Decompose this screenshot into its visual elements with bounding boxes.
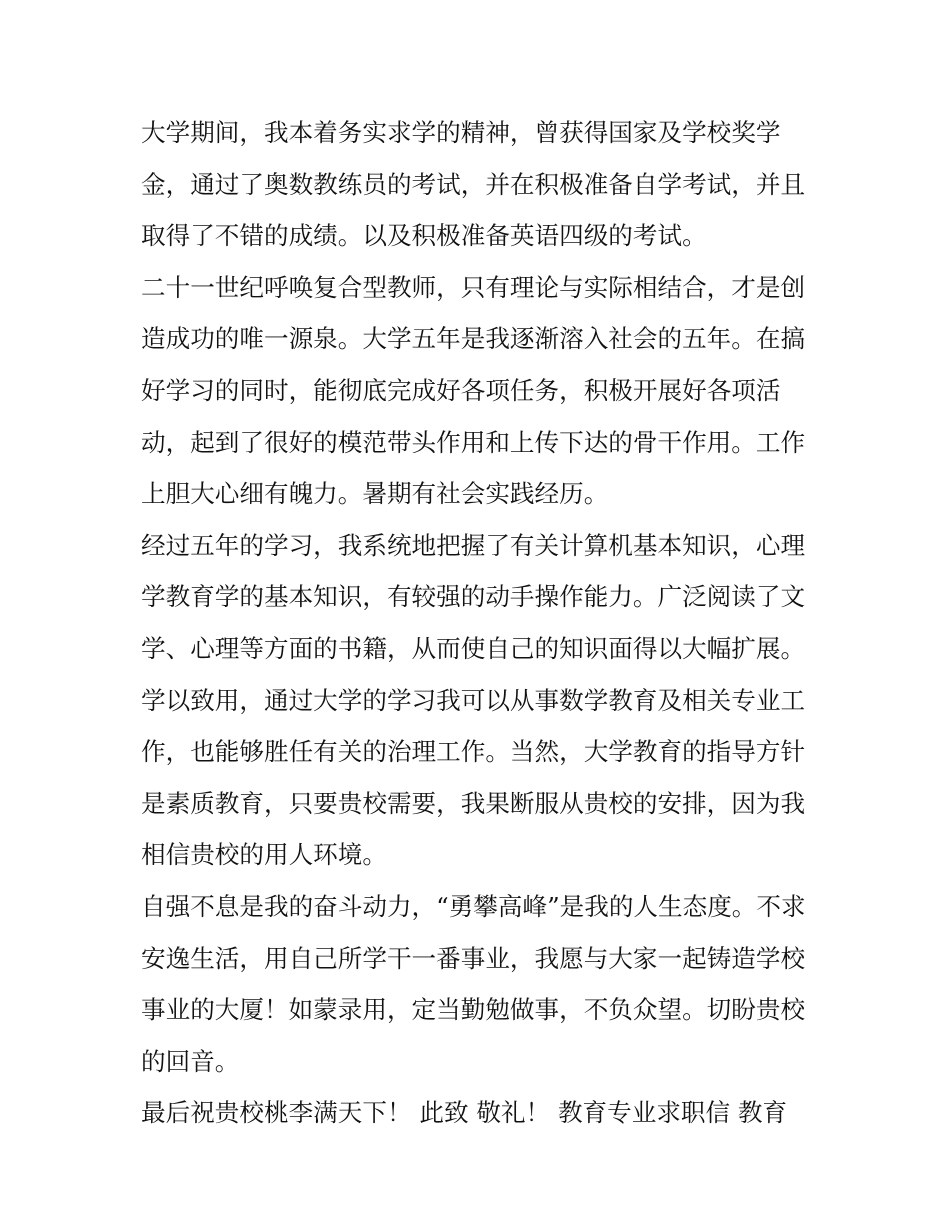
- text-line: 作，也能够胜任有关的治理工作。当然，大学教育的指导方针: [141, 737, 806, 767]
- text-line: 取得了不错的成绩。以及积极准备英语四级的考试。: [141, 221, 707, 251]
- text-line: 学以致用，通过大学的学习我可以从事数学教育及相关专业工: [141, 685, 806, 715]
- text-line: 学教育学的基本知识，有较强的动手操作能力。广泛阅读了文: [141, 582, 806, 612]
- paragraph-1: [141, 107, 813, 262]
- paragraph-2: [141, 262, 813, 520]
- document-body: [141, 107, 813, 1139]
- text-line: 金，通过了奥数教练员的考试，并在积极准备自学考试，并且: [141, 169, 806, 199]
- text-line: 最后祝贵校桃李满天下！ 此致 敬礼！ 教育专业求职信 教育: [141, 1098, 788, 1128]
- text-line: 事业的大厦！如蒙录用，定当勤勉做事，不负众望。切盼贵校: [141, 995, 806, 1025]
- text-line: 好学习的同时，能彻底完成好各项任务，积极开展好各项活: [141, 375, 781, 405]
- text-line: 学、心理等方面的书籍，从而使自己的知识面得以大幅扩展。: [141, 633, 806, 663]
- text-line: 是素质教育，只要贵校需要，我果断服从贵校的安排，因为我: [141, 788, 806, 818]
- text-line: 造成功的唯一源泉。大学五年是我逐渐溶入社会的五年。在搞: [141, 324, 806, 354]
- text-line: 的回音。: [141, 1046, 240, 1076]
- paragraph-3: [141, 520, 813, 881]
- text-line: 经过五年的学习，我系统地把握了有关计算机基本知识，心理: [141, 530, 806, 560]
- text-line: 上胆大心细有魄力。暑期有社会实践经历。: [141, 479, 609, 509]
- paragraph-5: [141, 1087, 813, 1139]
- text-line: 安逸生活，用自己所学干一番事业，我愿与大家一起铸造学校: [141, 943, 806, 973]
- paragraph-4: [141, 881, 813, 1087]
- text-line: 自强不息是我的奋斗动力，“勇攀高峰”是我的人生态度。不求: [141, 891, 806, 921]
- text-line: 相信贵校的用人环境。: [141, 840, 387, 870]
- text-line: 动，起到了很好的模范带头作用和上传下达的骨干作用。工作: [141, 427, 806, 457]
- text-line: 大学期间，我本着务实求学的精神，曾获得国家及学校奖学: [141, 118, 781, 147]
- text-line: 二十一世纪呼唤复合型教师，只有理论与实际相结合，才是创: [141, 272, 806, 302]
